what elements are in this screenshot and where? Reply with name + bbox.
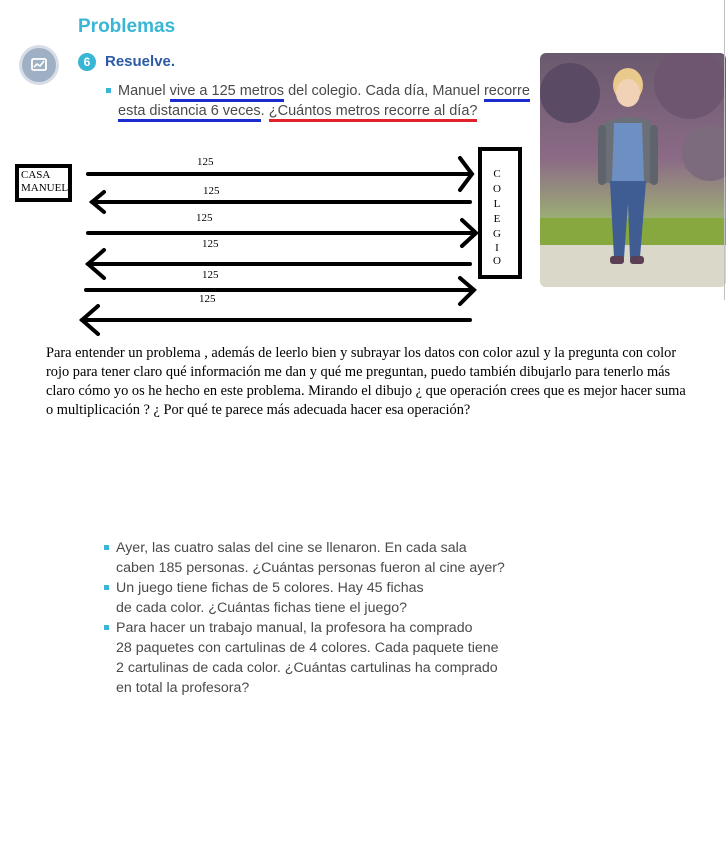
data-underline-blue-3: esta distancia 6 veces: [118, 103, 261, 122]
boy-walking-photo: [540, 53, 726, 287]
school-letter: C: [493, 168, 501, 180]
school-letter: O: [493, 255, 501, 267]
exercise-line: 2 cartulinas de cada color. ¿Cuántas cartulinas ha comprado: [116, 660, 498, 676]
exercise-line: Para hacer un trabajo manual, la profesora ha comprado: [116, 620, 473, 636]
page-edge-line: [724, 0, 725, 300]
school-letter: O: [493, 183, 501, 195]
distance-label: 125: [202, 269, 219, 281]
instructions-paragraph: Para entender un problema , además de leerlo bien y subrayar los datos con color azul y la pregunta con color rojo para tener claro qué información me dan y qué me preguntan, puedo también dibujarlo para tenerlo más claro cómo yo os he hecho en este problema. Mirando el dibujo ¿ que operación crees que es mejor hacer suma o multiplicación ? ¿ Por qué te parece más adecuada hacer esa operación?: [46, 345, 686, 418]
distance-diagram: [0, 140, 540, 345]
school-letter: I: [495, 242, 499, 254]
exercise-line: en total la profesora?: [116, 680, 250, 696]
distance-label: 125: [203, 185, 220, 197]
question-underline-red: ¿Cuántos metros recorre al día?: [269, 103, 478, 122]
house-label-1: CASA: [21, 169, 51, 181]
bullet-marker: [104, 585, 109, 590]
distance-label: 125: [196, 212, 213, 224]
data-underline-blue-2: recorre: [484, 83, 530, 102]
house-label-2: MANUEL: [21, 182, 69, 194]
exercise-line: caben 185 personas. ¿Cuántas personas fueron al cine ayer?: [116, 560, 505, 576]
exercise-list: [104, 538, 524, 698]
school-letter: G: [493, 228, 501, 240]
exercise-heading: Resuelve.: [105, 53, 176, 70]
exercise-number-badge: 6: [78, 53, 96, 71]
list-item: [104, 578, 524, 618]
distance-label: 125: [197, 156, 214, 168]
exercise-line: Ayer, las cuatro salas del cine se llenaron. En cada sala: [116, 540, 467, 556]
school-letter: L: [493, 198, 501, 210]
distance-label: 125: [202, 238, 219, 250]
exercise-line: 28 paquetes con cartulinas de 4 colores. Cada paquete tiene: [116, 640, 499, 656]
problem-statement: [118, 81, 533, 121]
exercise-line: de cada color. ¿Cuántas fichas tiene el juego?: [116, 600, 408, 616]
activity-icon: [22, 48, 56, 82]
bullet-marker: [104, 625, 109, 630]
school-letter: E: [493, 213, 501, 225]
section-title: Problemas: [78, 16, 176, 37]
data-underline-blue-1: vive a 125 metros: [170, 83, 284, 102]
list-item: [104, 618, 524, 698]
distance-label: 125: [199, 293, 216, 305]
bullet-marker: [104, 545, 109, 550]
exercise-line: Un juego tiene fichas de 5 colores. Hay 45 fichas: [116, 580, 424, 596]
problem-text-1: Manuel: [118, 83, 170, 99]
list-item: [104, 538, 524, 578]
bullet-marker: [106, 88, 111, 93]
problem-text-2: del colegio. Cada día, Manuel: [284, 83, 484, 99]
problem-text-4: .: [260, 103, 269, 119]
